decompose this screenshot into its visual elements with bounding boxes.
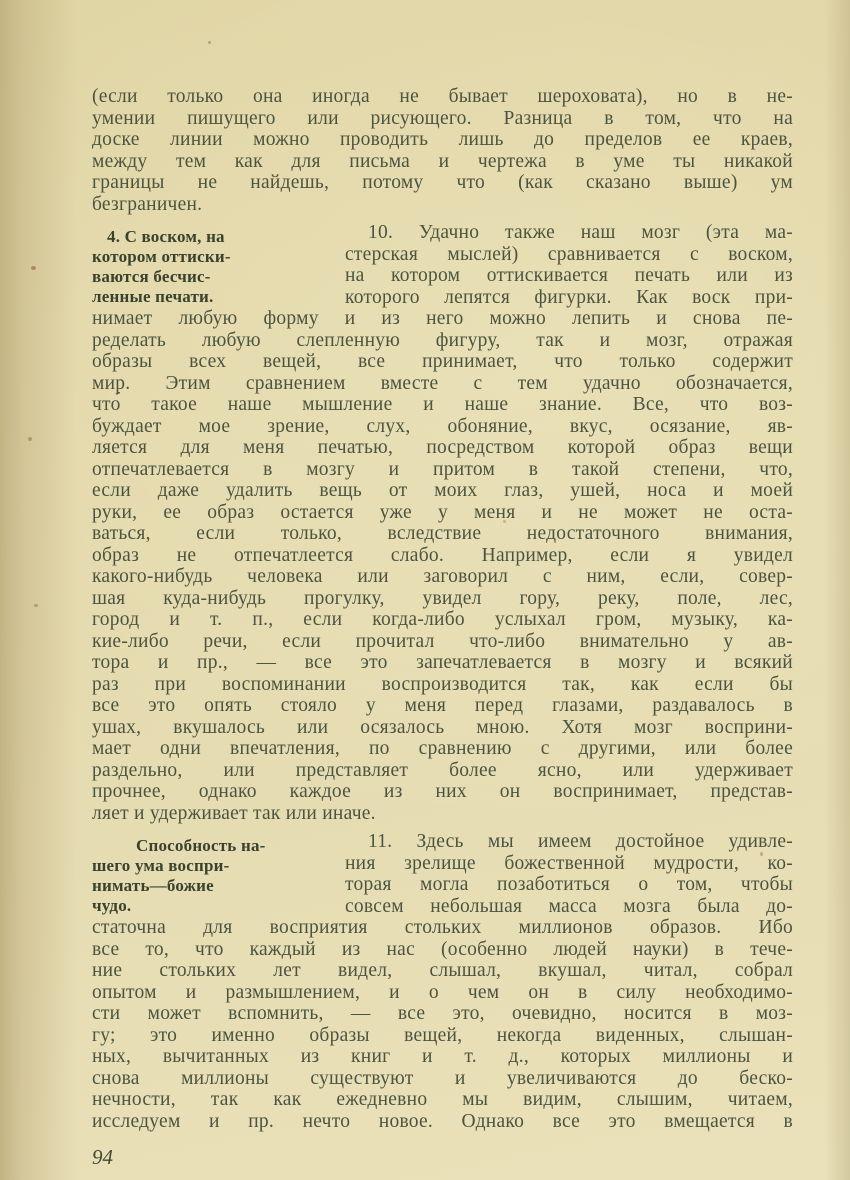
text-line: между тем как для письма и чертежа в уме ты никакой — [92, 150, 793, 172]
text-line: нечности, так как ежедневно мы видим, слышим, читаем, — [92, 1089, 793, 1110]
margin-note-line: котором оттиски- — [92, 247, 231, 266]
paper-speck — [28, 437, 32, 441]
page-content — [92, 86, 793, 1168]
text-line: на котором оттискивается печать или из — [345, 265, 793, 286]
margin-note-line: ваются бесчис- — [92, 267, 211, 286]
text-line: исследуем и пр. нечто новое. Однако все это вмещается в — [92, 1110, 793, 1132]
text-line: торая могла позаботиться о том, чтобы — [345, 874, 793, 895]
text-line: гу; это именно образы вещей, некогда виденных, слышан- — [92, 1024, 793, 1046]
text-line: ушах, вкушалось или осязалось мною. Хотя мозг восприни- — [92, 716, 793, 738]
text-line: шая куда-нибудь прогулку, увидел гору, реку, поле, лес, — [92, 587, 793, 609]
text-line: город и т. п., если когда-либо услыхал гром, музыку, ка- — [92, 609, 793, 630]
paragraph-10-lines — [92, 222, 793, 824]
margin-note-11 — [92, 831, 345, 916]
text-line: безграничен. — [92, 193, 203, 215]
text-line: которого лепятся фигурки. Как воск при- — [345, 286, 793, 308]
margin-note-line: шего ума воспри- — [92, 856, 230, 875]
margin-note-line: нимать—божие — [92, 876, 214, 895]
text-line: образ не отпечатлеется слабо. Например, если я увидел — [92, 544, 793, 566]
text-line: мает одни впечатления, по сравнению с другими, или более — [92, 738, 793, 759]
paragraph-continuation — [92, 86, 793, 215]
text-line: прочнее, однако каждое из них он воспринимает, представ- — [92, 781, 793, 802]
text-line: ределать любую слепленную фигуру, так и мозг, отражая — [92, 329, 793, 351]
text-line: опытом и размышлением, и о чем он в силу необходимо- — [92, 981, 793, 1003]
text-line: кие-либо речи, если прочитал что-либо внимательно у ав- — [92, 630, 793, 652]
paper-speck — [34, 604, 38, 607]
text-line: (если только она иногда не бывает шероховата), но в не- — [92, 86, 793, 107]
text-line: ние стольких лет видел, слышал, вкушал, читал, собрал — [92, 960, 793, 981]
text-line: тора и пр., — все это запечатлевается в мозгу и всякий — [92, 652, 793, 673]
text-line: ния зрелище божественной мудрости, ко- — [345, 852, 793, 874]
paragraph-11 — [92, 831, 793, 1132]
text-line: раздельно, или представляет более ясно, или удерживает — [92, 759, 793, 781]
paper-speck — [208, 41, 211, 44]
text-line: сти может вспомнить, — все это, очевидно, носится в моз- — [92, 1003, 793, 1024]
text-line: умении пишущего или рисующего. Разница в том, что на — [92, 107, 793, 129]
text-line: стерская мыслей) сравнивается с воском, — [345, 243, 793, 265]
text-line: ваться, если только, вследствие недостаточного внимания, — [92, 523, 793, 544]
text-line: статочна для восприятия стольких миллионов образов. Ибо — [92, 917, 793, 938]
text-line: все то, что каждый из нас (особенно людей науки) в тече- — [92, 938, 793, 960]
text-line: 11. Здесь мы имеем достойное удивле- — [368, 831, 793, 852]
text-line: отпечатлевается в мозгу и притом в такой степени, что, — [92, 458, 793, 480]
text-line: ляет и удерживает так или иначе. — [92, 802, 376, 824]
text-line: если даже удалить вещь от моих глаз, ушей, носа и моей — [92, 480, 793, 501]
text-line: совсем небольшая масса мозга была до- — [345, 895, 793, 917]
margin-note-line: 4. С воском, на — [107, 227, 225, 246]
text-line: что́ такое наше мышление и наше знание. Все, что воз- — [92, 394, 793, 415]
text-line: какого-нибудь человека или заговорил с ним, если, совер- — [92, 566, 793, 587]
text-line: все это опять стояло у меня перед глазами, раздавалось в — [92, 695, 793, 716]
text-line: доске линии можно проводить лишь до пределов ее краев, — [92, 129, 793, 150]
text-line: образы всех вещей, все принимает, что только содержит — [92, 351, 793, 372]
paragraph-continuation-lines — [92, 86, 793, 215]
text-line: границы не найдешь, потому что (как сказано выше) ум — [92, 172, 793, 193]
page-number: 94 — [92, 1145, 113, 1169]
text-line: снова миллионы существуют и увеличиваются до беско- — [92, 1067, 793, 1089]
text-line: буждает мое зрение, слух, обоняние, вкус, осязание, яв- — [92, 415, 793, 437]
margin-note-line: Способность на- — [136, 836, 266, 855]
paragraph-10 — [92, 222, 793, 824]
text-line: мир. Этим сравнением вместе с тем удачно обозначается, — [92, 372, 793, 394]
paper-speck — [31, 266, 36, 270]
text-line: нимает любую форму и из него можно лепить и снова пе- — [92, 308, 793, 329]
margin-note-line: ленные печати. — [92, 287, 214, 306]
text-line: ных, вычитанных из книг и т. д., которых миллионы и — [92, 1046, 793, 1067]
margin-note-10 — [92, 222, 345, 307]
text-line: раз при воспоминании воспроизводится так, как если бы — [92, 673, 793, 695]
text-line: руки, ее образ остается уже у меня и не может не оста- — [92, 501, 793, 523]
margin-note-line: чудо. — [92, 896, 132, 915]
text-line: 10. Удачно также наш мозг (эта ма- — [368, 222, 793, 243]
text-line: ляется для меня печатью, посредством которой образ вещи — [92, 437, 793, 458]
